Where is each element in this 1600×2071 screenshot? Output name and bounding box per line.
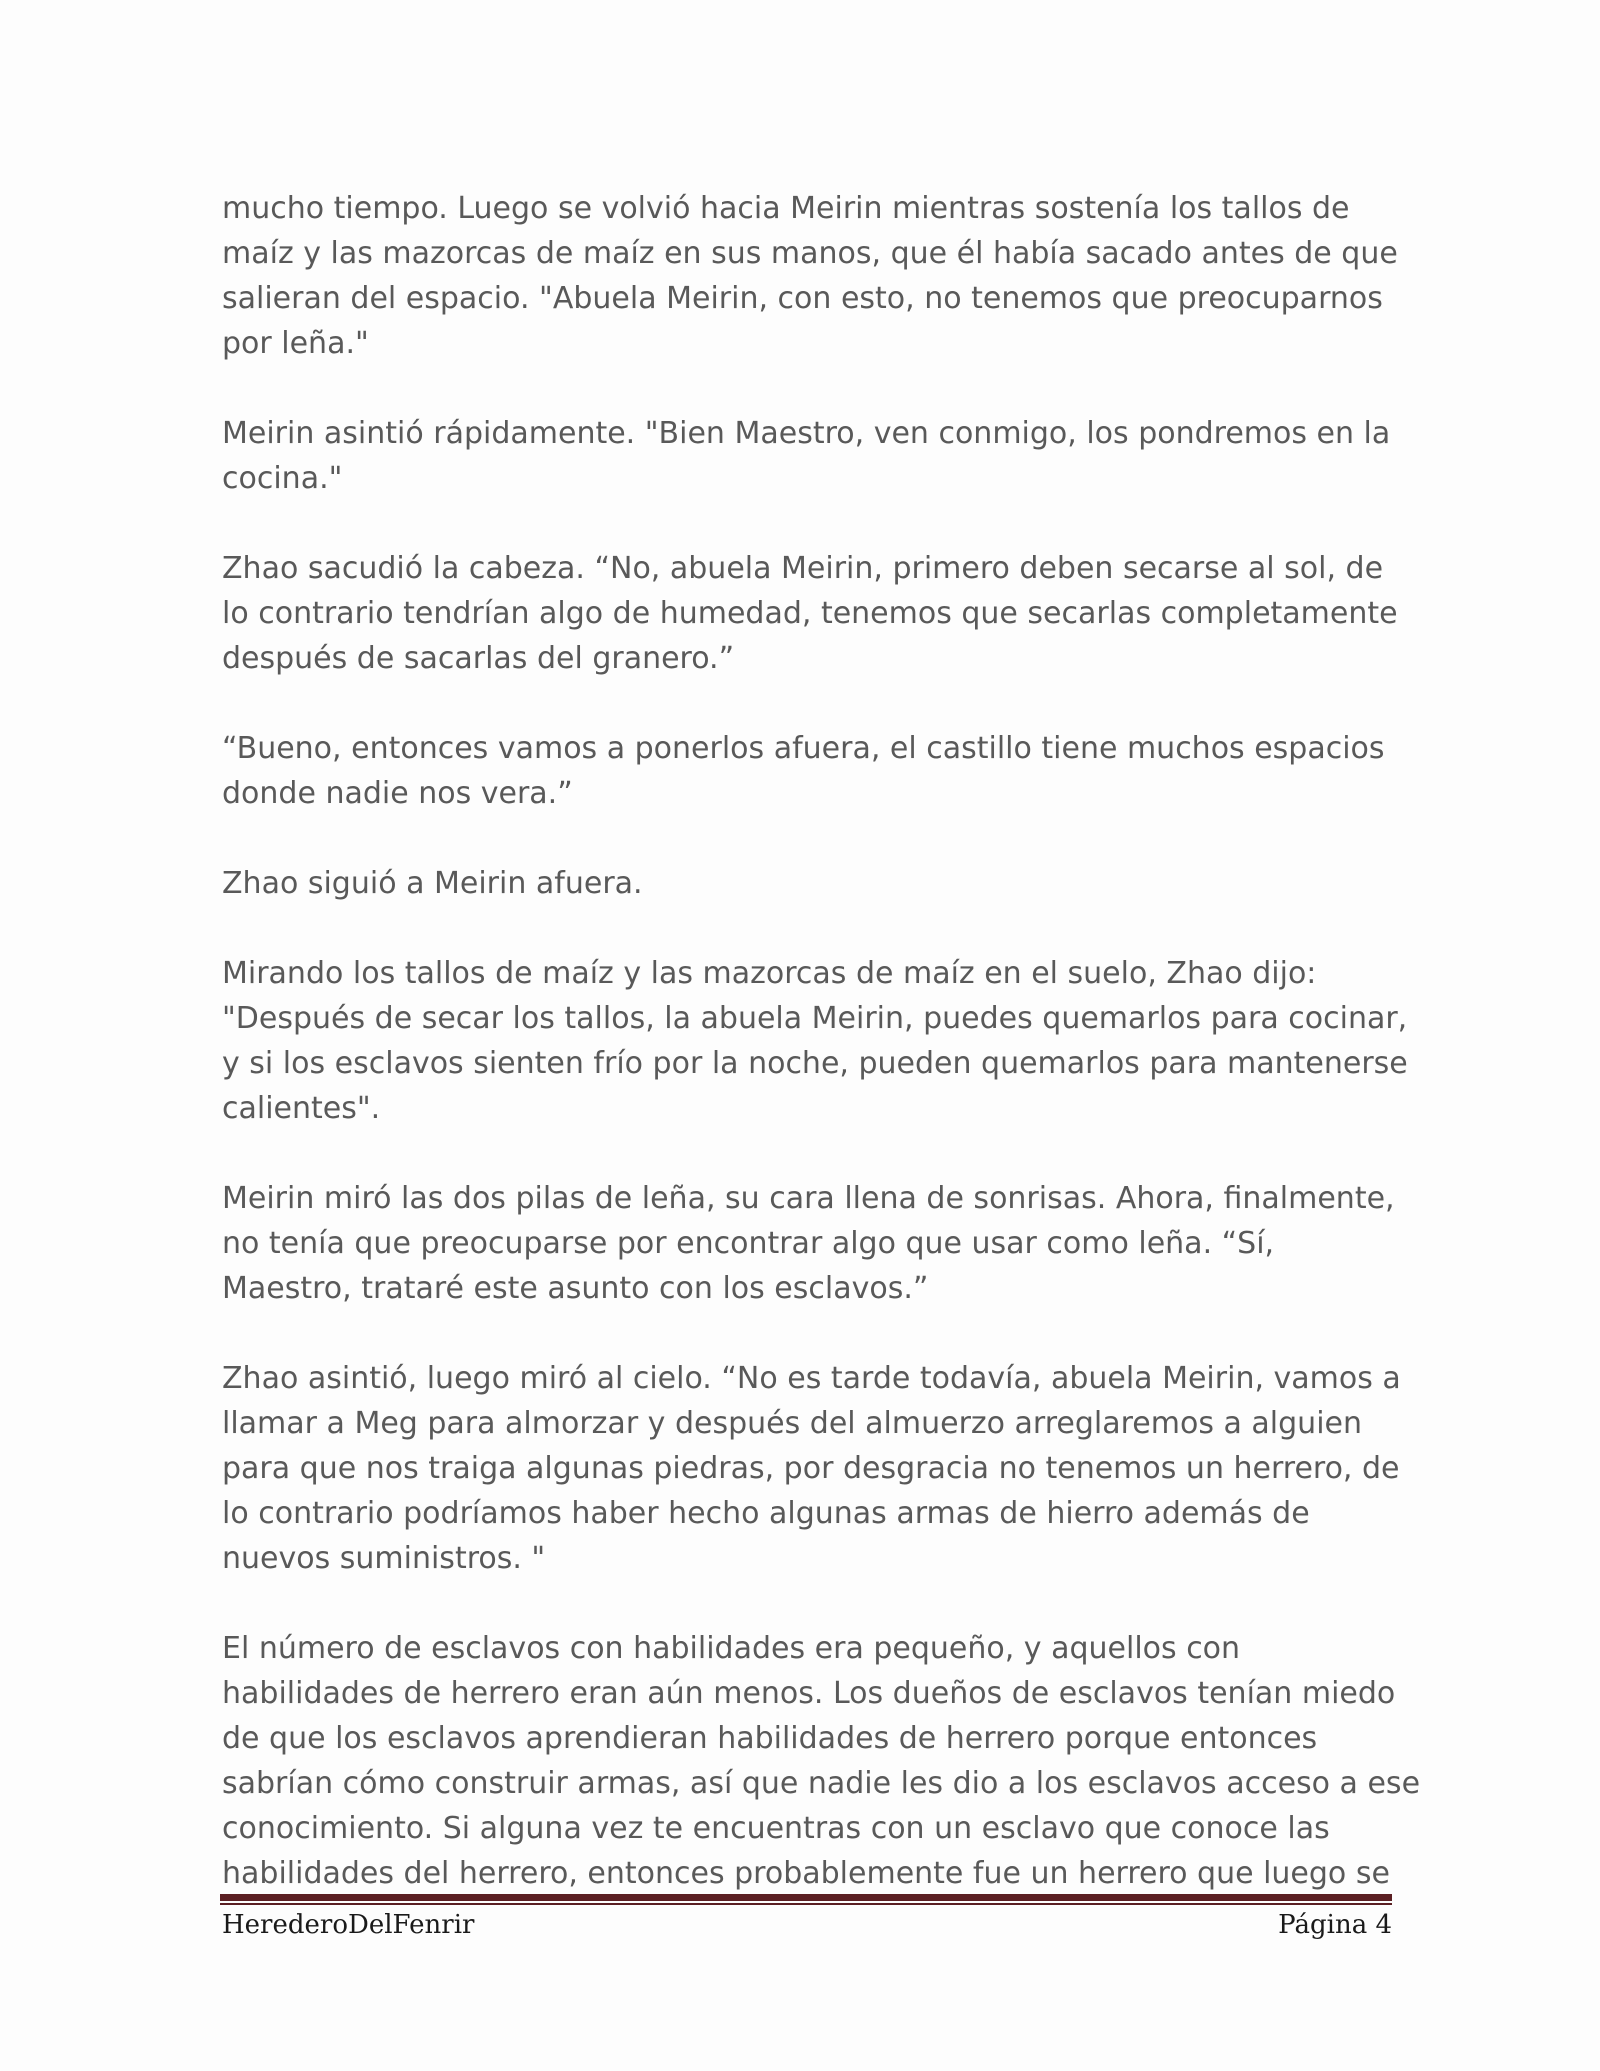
text-line: Meirin miró las dos pilas de leña, su cara llena de sonrisas. Ahora, finalmente, (222, 1181, 1395, 1216)
text-line: Zhao asintió, luego miró al cielo. “No es tarde todavía, abuela Meirin, vamos a (222, 1361, 1401, 1396)
paragraph (222, 1626, 1421, 1896)
footer-page-number: Página 4 (1278, 1910, 1392, 1940)
text-line: calientes". (222, 1091, 381, 1126)
paragraph (222, 1176, 1397, 1311)
text-line: maíz y las mazorcas de maíz en sus manos, que él había sacado antes de que (222, 236, 1398, 271)
text-line: habilidades del herrero, entonces probablemente fue un herrero que luego se (222, 1856, 1390, 1891)
paragraph (222, 861, 1397, 906)
text-line: habilidades de herrero eran aún menos. Los dueños de esclavos tenían miedo (222, 1676, 1396, 1711)
text-line: de que los esclavos aprendieran habilidades de herrero porque entonces (222, 1721, 1318, 1756)
footer-author: HerederoDelFenrir (222, 1910, 475, 1940)
text-line: para que nos traiga algunas piedras, por desgracia no tenemos un herrero, de (222, 1451, 1400, 1486)
text-line: llamar a Meg para almorzar y después del almuerzo arreglaremos a alguien (222, 1406, 1362, 1441)
text-line: sabrían cómo construir armas, así que nadie les dio a los esclavos acceso a ese (222, 1766, 1421, 1801)
paragraph (222, 411, 1397, 501)
text-line: salieran del espacio. "Abuela Meirin, con esto, no tenemos que preocuparnos (222, 281, 1383, 316)
text-line: Meirin asintió rápidamente. "Bien Maestro, ven conmigo, los pondremos en la (222, 416, 1391, 451)
text-line: Mirando los tallos de maíz y las mazorcas de maíz en el suelo, Zhao dijo: (222, 956, 1317, 991)
footer-divider (220, 1894, 1392, 1901)
paragraph (222, 186, 1397, 366)
footer-divider-thin (220, 1903, 1392, 1905)
text-line: “Bueno, entonces vamos a ponerlos afuera, el castillo tiene muchos espacios (222, 731, 1385, 766)
text-line: Zhao sacudió la cabeza. “No, abuela Meirin, primero deben secarse al sol, de (222, 551, 1384, 586)
paragraph (222, 1356, 1401, 1581)
text-line: después de sacarlas del granero.” (222, 641, 735, 676)
text-line: conocimiento. Si alguna vez te encuentras con un esclavo que conoce las (222, 1811, 1330, 1846)
text-line: "Después de secar los tallos, la abuela Meirin, puedes quemarlos para cocinar, (222, 1001, 1408, 1036)
body-text (222, 186, 1421, 1941)
paragraph (222, 726, 1397, 816)
paragraph (222, 546, 1397, 681)
text-line: lo contrario tendrían algo de humedad, tenemos que secarlas completamente (222, 596, 1398, 631)
text-line: lo contrario podríamos haber hecho algunas armas de hierro además de (222, 1496, 1310, 1531)
text-line: Maestro, trataré este asunto con los esclavos.” (222, 1271, 929, 1306)
paragraph (222, 951, 1408, 1131)
text-line: y si los esclavos sienten frío por la noche, pueden quemarlos para mantenerse (222, 1046, 1408, 1081)
text-line: donde nadie nos vera.” (222, 776, 573, 811)
text-line: Zhao siguió a Meirin afuera. (222, 866, 643, 901)
text-line: El número de esclavos con habilidades era pequeño, y aquellos con (222, 1631, 1241, 1666)
text-line: por leña." (222, 326, 369, 361)
page-footer (222, 1910, 1392, 1950)
text-line: cocina." (222, 461, 343, 496)
text-line: no tenía que preocuparse por encontrar algo que usar como leña. “Sí, (222, 1226, 1275, 1261)
text-line: mucho tiempo. Luego se volvió hacia Meirin mientras sostenía los tallos de (222, 191, 1350, 226)
text-line: nuevos suministros. " (222, 1541, 546, 1576)
